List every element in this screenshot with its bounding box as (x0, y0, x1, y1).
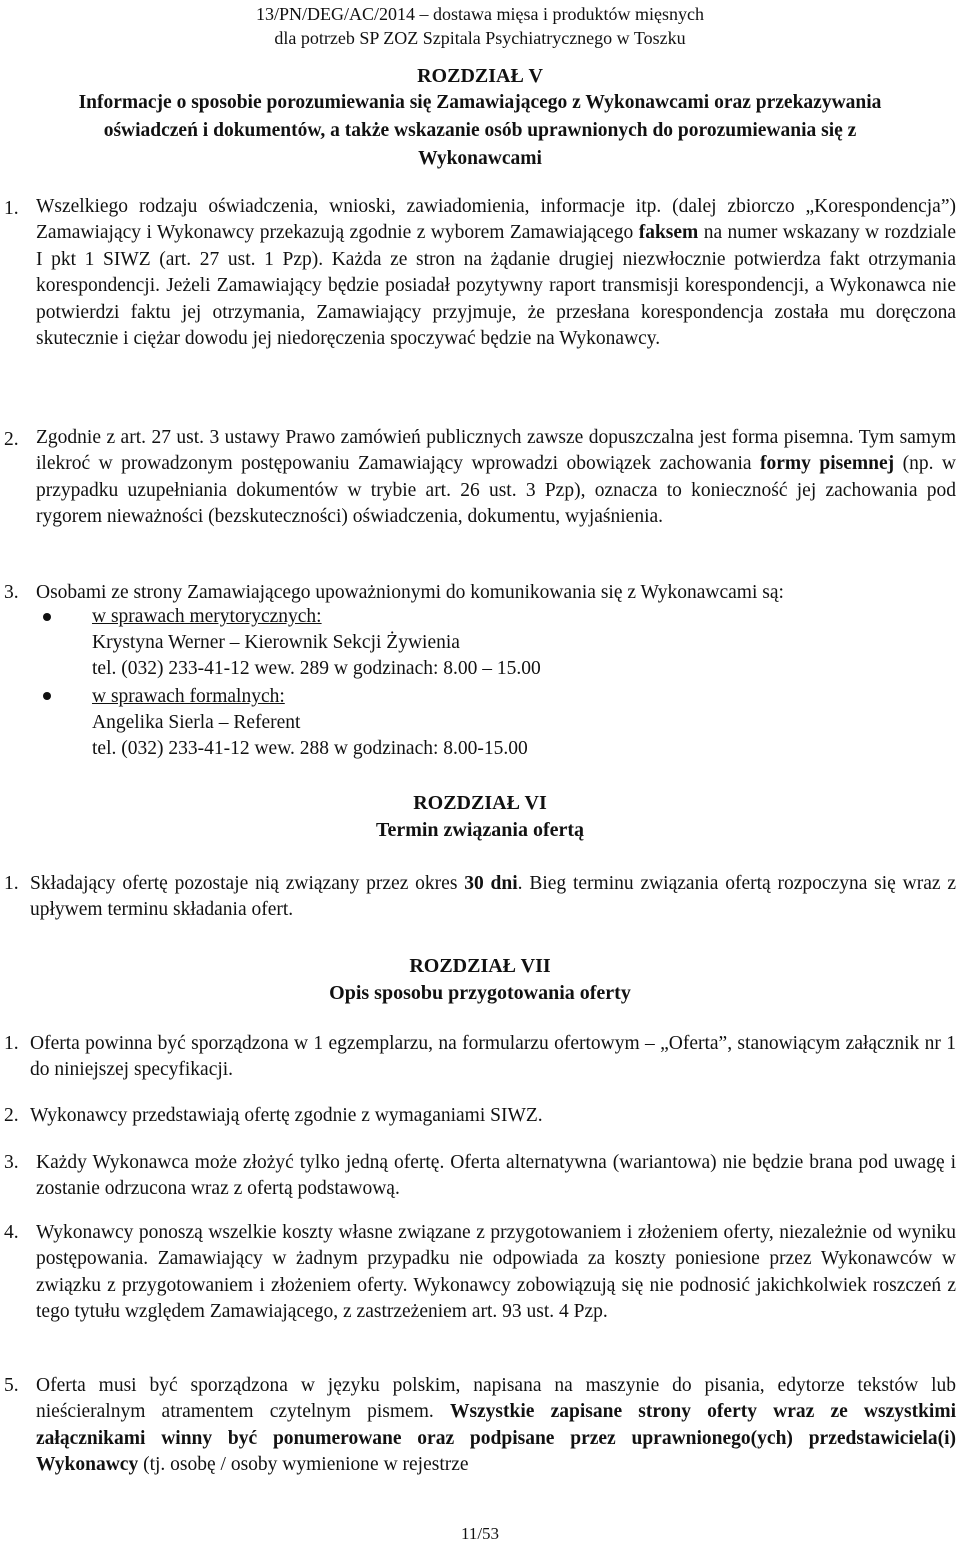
ch5-item-2-text: Zgodnie z art. 27 ust. 3 ustawy Prawo zamówień publicznych zawsze dopuszczalna jest forma pisemna. Tym samym ilekroć w prowadzonym postępowaniu Zamawiający wprowadzi obowiązek zachowania formy pisemnej (np. w przypadku uzupełniania dokumentów w trybie art. 26 ust. 3 Pzp), oznacza to konieczność jej zachowania pod rygorem nieważności (bezskuteczności) oświadczenia, dokumentu, wyjaśnienia. (36, 427, 956, 528)
ch5-item-2-number: 2. (4, 429, 19, 450)
ch7-item-1-number: 1. (4, 1033, 19, 1054)
contact-2-phone: tel. (032) 233-41-12 wew. 288 w godzinach: 8.00-15.00 (92, 738, 528, 759)
contact-2-heading: w sprawach formalnych: (92, 686, 285, 707)
ch7-item-3-text: Każdy Wykonawca może złożyć tylko jedną ofertę. Oferta alternatywna (wariantowa) nie będzie brana pod uwagę i zostanie odrzucona wraz z ofertą podstawową. (36, 1152, 956, 1200)
header-line-2: dla potrzeb SP ZOZ Szpitala Psychiatrycznego w Toszku (274, 28, 686, 48)
contact-2-name: Angelika Sierla – Referent (92, 712, 301, 733)
ch7-item-4-text: Wykonawcy ponoszą wszelkie koszty własne związane z przygotowaniem i złożeniem oferty, niezależnie od wyniku postępowania. Zamawiający w żadnym przypadku nie odpowiada za koszty poniesione przez Wykonawców w związku z przygotowaniem i złożeniem oferty. Wykonawcy zobowiązują się nie podnosić jakichkolwiek roszczeń z tego tytułu względem Zamawiającego, z zastrzeżeniem art. 93 ust. 4 Pzp. (36, 1222, 956, 1323)
ch6-item-1-text: Składający ofertę pozostaje nią związany przez okres 30 dni. Bieg terminu związania ofertą rozpoczyna się wraz z upływem terminu składania ofert. (30, 873, 956, 921)
contact-1-name: Krystyna Werner – Kierownik Sekcji Żywienia (92, 632, 460, 653)
chapter-6-title: Termin związania ofertą (375, 819, 585, 841)
ch5-item-3-text: Osobami ze strony Zamawiającego upoważnionymi do komunikowania się z Wykonawcami są: (36, 582, 784, 603)
page-number: 11/53 (460, 1524, 500, 1543)
header-line-1: 13/PN/DEG/AC/2014 – dostawa mięsa i produktów mięsnych (256, 4, 704, 24)
ch7-item-2-text: Wykonawcy przedstawiają ofertę zgodnie z wymaganiami SIWZ. (30, 1105, 543, 1126)
ch7-item-2-number: 2. (4, 1105, 19, 1126)
ch7-item-4-number: 4. (4, 1222, 19, 1243)
chapter-7-title: Opis sposobu przygotowania oferty (329, 982, 631, 1004)
ch7-item-1-text: Oferta powinna być sporządzona w 1 egzemplarzu, na formularzu ofertowym – „Oferta”, stanowiącym załącznik nr 1 do niniejszej specyfikacji. (30, 1033, 956, 1081)
bullet-dot (43, 692, 51, 700)
ch7-item-5-text: Oferta musi być sporządzona w języku polskim, napisana na maszynie do pisania, edytorze tekstów lub nieścieralnym atramentem czytelnym pismem. Wszystkie zapisane strony oferty wraz ze wszystkimi załącznikami winny być ponumerowane oraz podpisane przez uprawnionego(ych) przedstawiciela(i) Wykonawcy (tj. osobę / osoby wymienione w rejestrze (36, 1375, 957, 1476)
chapter-5-title: Informacje o sposobie porozumiewania się Zamawiającego z Wykonawcami oraz przekazywania oświadczeń i dokumentów, a także wskazanie osób uprawnionych do porozumiewania się z Wykonawcami (78, 92, 882, 169)
ch6-item-1-number: 1. (4, 873, 19, 894)
ch5-item-1-text: Wszelkiego rodzaju oświadczenia, wnioski, zawiadomienia, informacje itp. (dalej zbiorczo „Korespondencja”) Zamawiający i Wykonawcy przekazują zgodnie z wyborem Zamawiającego faksem na numer wskazany w rozdziale I pkt 1 SIWZ (art. 27 ust. 1 Pzp). Każda ze stron na żądanie drugiej niezwłocznie potwierdza fakt otrzymania korespondencji. Jeżeli Zamawiający będzie posiadał pozytywny raport transmisji korespondencji, a Wykonawca nie potwierdzi faktu jej otrzymania, Zamawiający przyjmuje, że przesłana korespondencja została mu doręczona skutecznie i ciężar dowodu jej niedoręczenia spoczywać będzie na Wykonawcy. (36, 196, 957, 350)
ch5-item-3-number: 3. (4, 582, 19, 603)
ch7-item-5-number: 5. (4, 1375, 19, 1396)
ch7-item-3-number: 3. (4, 1152, 19, 1173)
contact-1-phone: tel. (032) 233-41-12 wew. 289 w godzinach: 8.00 – 15.00 (92, 658, 541, 679)
chapter-5-number: ROZDZIAŁ V (417, 65, 543, 87)
chapter-6-number: ROZDZIAŁ VI (413, 792, 547, 814)
ch5-item-1-number: 1. (4, 198, 19, 219)
contact-1-heading: w sprawach merytorycznych: (92, 606, 322, 627)
chapter-7-number: ROZDZIAŁ VII (409, 955, 551, 977)
bullet-dot (43, 613, 51, 621)
